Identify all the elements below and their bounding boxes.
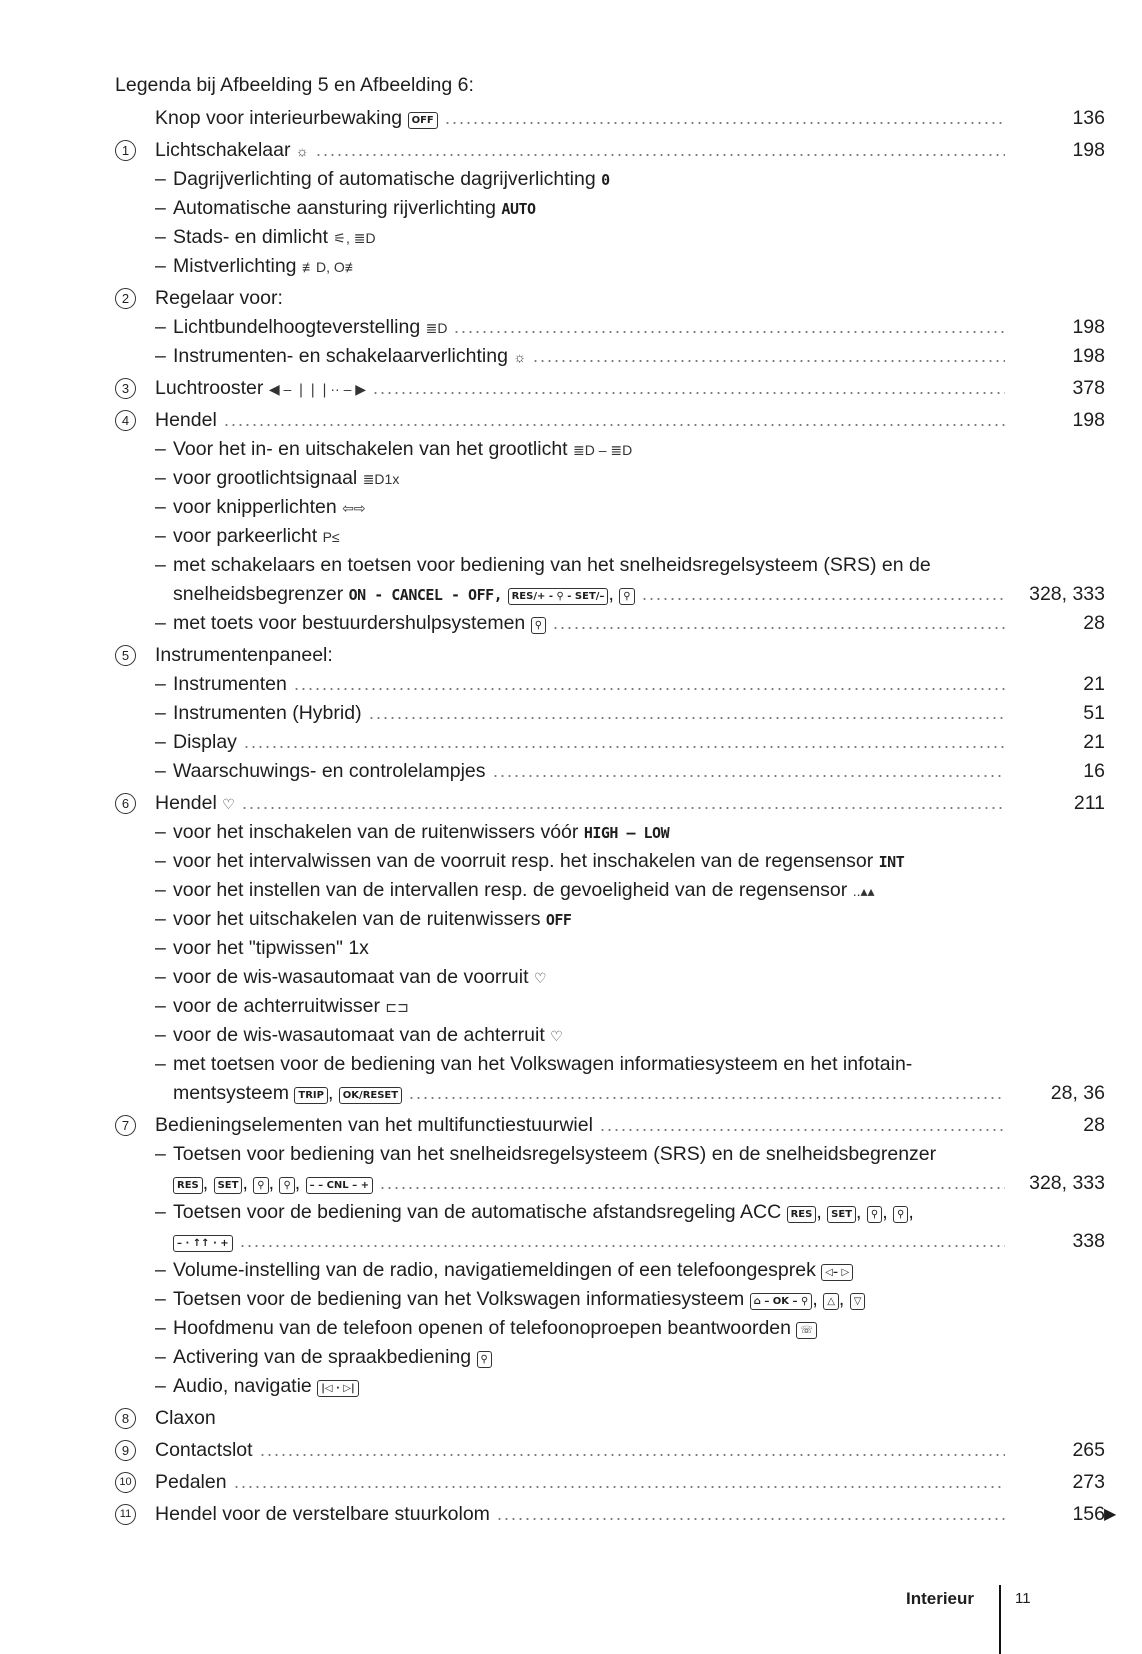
legend-item-3: 3 Luchtrooster ◀ – ❘❘❘·· – ▶ 378 bbox=[115, 374, 1105, 403]
footer-page-number: 11 bbox=[1015, 1590, 1031, 1607]
continue-arrow-icon: ▶ bbox=[1104, 1506, 1117, 1523]
item-number: 1 bbox=[115, 140, 136, 161]
down-key-icon: ▽ bbox=[850, 1293, 866, 1310]
legend-subitem: – voor het "tipwissen" 1x bbox=[155, 937, 369, 959]
speed-limiter-key-icon: ⚲ bbox=[619, 588, 634, 605]
acc-distance-key-icon: ⚲ bbox=[893, 1206, 908, 1223]
high-beam-icon: ≣D – ≣D bbox=[573, 442, 633, 458]
speed-key-icon: ⚲ bbox=[253, 1177, 268, 1194]
rear-wiper-icon: ⊏⊐ bbox=[385, 999, 409, 1015]
limiter-key-icon: ⚲ bbox=[279, 1177, 294, 1194]
legend-subitem: – voor de wis-wasautomaat van de voorruit ♡ bbox=[155, 966, 547, 988]
legend-subitem: – Waarschuwings- en controlelampjes 16 bbox=[155, 760, 1105, 782]
legend-item-9: 9 Contactslot 265 bbox=[115, 1436, 1105, 1465]
front-washer-icon: ♡ bbox=[533, 970, 547, 986]
legend-subitem: – Voor het in- en uitschakelen van het grootlicht ≣D – ≣D bbox=[155, 438, 633, 460]
legend-item-10: 10 Pedalen 273 bbox=[115, 1468, 1105, 1497]
cnl-key-icon: – – CNL – + bbox=[306, 1177, 373, 1194]
acc-distance-rocker-icon: – · ↑↑ · + bbox=[173, 1235, 233, 1252]
legend-subitem-cont: RES , SET , ⚲ , ⚲ , – – CNL – + 328, 333 bbox=[115, 1169, 1105, 1198]
legend-subitem-cont: snelheidsbegrenzer ON - CANCEL - OFF, RES/+ - ⚲ - SET/– , ⚲ 328, 333 bbox=[173, 583, 1105, 605]
volume-key-icon: ◁– ▷ bbox=[821, 1264, 853, 1281]
legend-subitem: – Instrumenten 21 bbox=[155, 673, 1105, 695]
set-key-icon: SET bbox=[827, 1206, 856, 1223]
legend-subitem: – Hoofdmenu van de telefoon openen of telefoonoproepen beantwoorden ☏ bbox=[115, 1314, 1105, 1343]
legend-subitem: – Volume-instelling van de radio, navigatiemeldingen of een telefoongesprek ◁– ▷ bbox=[115, 1256, 1105, 1285]
legend-subitem: – met toetsen voor de bediening van het Volkswagen informatiesysteem en het infotain- bbox=[155, 1053, 913, 1075]
legend-item-1: 1 Lichtschakelaar ☼ 198 bbox=[115, 136, 1105, 165]
legend-subitem: – Automatische aansturing rijverlichting AUTO bbox=[155, 197, 536, 219]
legend-subitem: – Toetsen voor de bediening van het Volkswagen informatiesysteem ⌂ – OK – ⚲ , △ , ▽ bbox=[115, 1285, 1105, 1314]
trip-key-icon: TRIP bbox=[294, 1087, 328, 1104]
legend-subitem: – Mistverlichting ≢D, O≢ bbox=[155, 255, 359, 277]
legend-subitem: – Toetsen voor de bediening van de automatische afstandsregeling ACC RES , SET , ⚲ , ⚲ , bbox=[155, 1201, 914, 1223]
side-light-icon: ⚟, ≣D bbox=[333, 230, 376, 246]
headlight-flash-icon: ≣D1x bbox=[362, 471, 400, 487]
legend-item-4: 4 Hendel 198 bbox=[115, 406, 1105, 435]
footer-divider bbox=[999, 1585, 1001, 1654]
legend-subitem: – Stads- en dimlicht ⚟, ≣D bbox=[155, 226, 376, 248]
light-switch-icon: ☼ bbox=[295, 143, 309, 159]
legend-subitem: – Instrumenten- en schakelaarverlichting ☼ 198 bbox=[155, 345, 1105, 367]
set-key-icon: SET bbox=[214, 1177, 243, 1194]
legend-subitem: – Audio, navigatie |◁ · ▷| bbox=[115, 1372, 1105, 1401]
legend-item-2: 2 Regelaar voor: bbox=[115, 284, 1105, 313]
legend-subitem-cont: mentsysteem TRIP , OK/RESET 28, 36 bbox=[173, 1082, 1105, 1104]
res-key-icon: RES bbox=[787, 1206, 817, 1223]
legend-subitem: – met schakelaars en toetsen voor bediening van het snelheidsregelsysteem (SRS) en de bbox=[155, 554, 931, 576]
legend-subitem: – voor knipperlichten ⇦⇨ bbox=[155, 496, 366, 518]
page-ref: 136 bbox=[1072, 107, 1105, 129]
ok-reset-key-icon: OK/RESET bbox=[339, 1087, 402, 1104]
legend-item-interior-monitor: Knop voor interieurbewaking OFF 136 bbox=[115, 104, 1105, 133]
rain-sensor-icon: ..▴▴ bbox=[852, 883, 875, 899]
legend-item-6: 6 Hendel ♡ 211 bbox=[115, 789, 1105, 818]
legend-heading: Legenda bij Afbeelding 5 en Afbeelding 6: bbox=[115, 74, 474, 96]
legend-subitem: – Instrumenten (Hybrid) 51 bbox=[155, 702, 1105, 724]
turn-signal-icon: ⇦⇨ bbox=[342, 500, 366, 516]
audio-nav-key-icon: |◁ · ▷| bbox=[317, 1380, 358, 1397]
info-system-key-icon: ⌂ – OK – ⚲ bbox=[750, 1293, 813, 1310]
air-vent-icon: ◀ – ❘❘❘·· – ▶ bbox=[268, 381, 367, 397]
parking-light-icon: P≤ bbox=[322, 529, 340, 545]
headlight-range-icon: ≣D bbox=[425, 320, 448, 336]
legend-subitem: – Display 21 bbox=[155, 731, 1105, 753]
legend-subitem: – voor het uitschakelen van de ruitenwissers OFF bbox=[155, 908, 572, 930]
fog-light-icon: ≢D, O≢ bbox=[301, 259, 359, 275]
legend-subitem: – voor parkeerlicht P≤ bbox=[155, 525, 340, 547]
instrument-light-icon: ☼ bbox=[513, 349, 527, 365]
legend-item-8: 8 Claxon bbox=[115, 1404, 1105, 1433]
legend-subitem: – Dagrijverlichting of automatische dagrijverlichting 0 bbox=[155, 168, 610, 190]
interior-monitor-key-icon: OFF bbox=[408, 112, 438, 129]
legend-item-5: 5 Instrumentenpaneel: bbox=[115, 641, 1105, 670]
legend-subitem: – voor de achterruitwisser ⊏⊐ bbox=[155, 995, 409, 1017]
voice-control-key-icon: ⚲ bbox=[477, 1351, 492, 1368]
legend-subitem-cont: – · ↑↑ · + 338 bbox=[115, 1227, 1105, 1256]
legend-subitem: – Activering van de spraakbediening ⚲ bbox=[115, 1343, 1105, 1372]
legend-subitem: – voor het intervalwissen van de voorruit resp. het inschakelen van de regensensor INT bbox=[155, 850, 905, 872]
footer-section: Interieur bbox=[906, 1589, 975, 1608]
legend-subitem: – voor de wis-wasautomaat van de achterruit ♡ bbox=[155, 1024, 563, 1046]
driver-assist-key-icon: ⚲ bbox=[531, 617, 546, 634]
legend-subitem: – Lichtbundelhoogteverstelling ≣D 198 bbox=[155, 316, 1105, 338]
legend-subitem: – voor grootlichtsignaal ≣D1x bbox=[155, 467, 400, 489]
phone-key-icon: ☏ bbox=[796, 1322, 817, 1339]
page-ref: 198 bbox=[1072, 139, 1105, 161]
res-key-icon: RES bbox=[173, 1177, 203, 1194]
acc-key-icon: ⚲ bbox=[867, 1206, 882, 1223]
legend-subitem: – voor het instellen van de intervallen resp. de gevoeligheid van de regensensor ..▴▴ bbox=[155, 879, 875, 901]
rear-washer-icon: ♡ bbox=[550, 1028, 563, 1044]
legend-subitem: – voor het inschakelen van de ruitenwissers vóór HIGH – LOW bbox=[155, 821, 670, 843]
legend-item-7: 7 Bedieningselementen van het multifunctiestuurwiel 28 bbox=[115, 1111, 1105, 1140]
legend-subitem: – met toets voor bestuurdershulpsystemen ⚲ 28 bbox=[155, 612, 1105, 634]
wiper-icon: ♡ bbox=[222, 796, 235, 812]
legend-item-11: 11 Hendel voor de verstelbare stuurkolom 156 bbox=[115, 1500, 1105, 1529]
cruise-control-key-icon: RES/+ - ⚲ - SET/– bbox=[508, 588, 609, 605]
up-key-icon: △ bbox=[823, 1293, 839, 1310]
legend-subitem: – Toetsen voor bediening van het snelheidsregelsysteem (SRS) en de snelheidsbegrenzer bbox=[155, 1143, 937, 1165]
